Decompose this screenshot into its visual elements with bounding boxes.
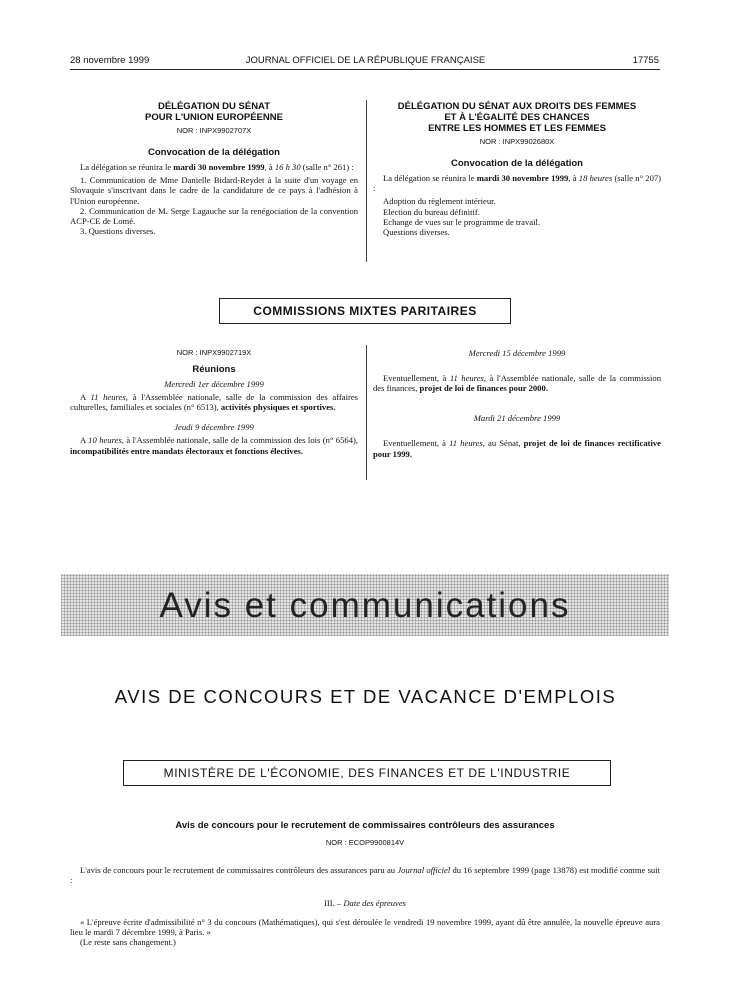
- delegation-ue-intro: La délégation se réunira le mardi 30 novembre 1999, à 16 h 30 (salle n° 261) :: [80, 162, 354, 172]
- avis-paragraph-2: « L'épreuve écrite d'admissibilité n° 3 du concours (Mathématiques), qui s'est déroulée le vendredi 19 novembre 1999, ayant dû être annulée, la nouvelle épreuve aura lieu le mardi 7 décembre 1999, à Paris. »: [70, 917, 660, 938]
- avis-body-1: [70, 865, 660, 885]
- avis-paragraph-1: L'avis de concours pour le recrutement de commissaires contrôleurs des assurances paru au Journal officiel du 16 septembre 1999 (page 13878) est modifié comme suit :: [70, 865, 661, 886]
- delegation-ue-body: [70, 162, 358, 236]
- delegation-femmes-item-1: Adoption du règlement intérieur.: [383, 196, 496, 207]
- column-divider-top: [366, 100, 367, 262]
- delegation-femmes-title-2: ET À L'ÉGALITÉ DES CHANCES: [444, 112, 590, 123]
- cmp-left-body-1: [70, 392, 358, 412]
- cmp-title-box: COMMISSIONS MIXTES PARITAIRES: [219, 298, 511, 324]
- delegation-femmes-title-3: ENTRE LES HOMMES ET LES FEMMES: [428, 123, 606, 134]
- avis-paragraph-3: (Le reste sans changement.): [80, 937, 176, 948]
- delegation-femmes-body: [373, 173, 661, 237]
- cmp-date-2: Jeudi 9 décembre 1999: [174, 422, 254, 433]
- delegation-ue-item-1: 1. Communication de Mme Danielle Bidard-Reydet à la suite d'un voyage en Slovaquie s'inscrivant dans le cadre de la candidature de ce pays à l'adhésion à l'Union européenne.: [70, 175, 358, 206]
- cmp-meeting-2: A 10 heures, à l'Assemblée nationale, salle de la commission des lois (n° 6564), incompatibilités entre mandats électoraux et fonctions électives.: [70, 435, 358, 456]
- cmp-date-1: Mercredi 1er décembre 1999: [164, 379, 264, 389]
- header-date: 28 novembre 1999: [70, 55, 150, 66]
- avis-body-2: [70, 917, 660, 948]
- journal-title: JOURNAL OFFICIEL DE LA RÉPUBLIQUE FRANÇAISE: [245, 55, 486, 66]
- delegation-femmes-item-3: Echange de vues sur le programme de travail.: [383, 216, 541, 227]
- delegation-ue-title-1: DÉLÉGATION DU SÉNAT: [157, 101, 271, 112]
- avis-nor: NOR : ECOP9900814V: [325, 838, 405, 847]
- delegation-ue-section: [70, 101, 358, 236]
- section-title: AVIS DE CONCOURS ET DE VACANCE D'EMPLOIS: [114, 686, 617, 707]
- ministry-box: MINISTÈRE DE L'ÉCONOMIE, DES FINANCES ET DE L'INDUSTRIE: [123, 760, 611, 786]
- avis-banner-text: Avis et communications: [159, 586, 571, 625]
- delegation-femmes-item-2: Election du bureau définitif.: [383, 206, 480, 217]
- cmp-meeting-1: A 11 heures, à l'Assemblée nationale, salle de la commission des affaires culturelles, familiales et sociales (n° 6513), activités physiques et sportives.: [70, 392, 359, 413]
- delegation-ue-subtitle: Convocation de la délégation: [148, 147, 280, 158]
- cmp-left-column: [70, 348, 358, 456]
- delegation-femmes-item-4: Questions diverses.: [383, 227, 450, 238]
- delegation-femmes-intro: La délégation se réunira le mardi 30 novembre 1999, à 18 heures (salle n° 207) :: [373, 173, 662, 194]
- delegation-ue-item-3: 3. Questions diverses.: [80, 226, 156, 237]
- cmp-meeting-3: Eventuellement, à 11 heures, à l'Assemblée nationale, salle de la commission des finances, projet de loi de finances pour 2000.: [373, 373, 662, 394]
- cmp-meeting-4: Eventuellement, à 11 heures, au Sénat, projet de loi de finances rectificative pour 1999.: [373, 438, 661, 459]
- cmp-date-4: Mardi 21 décembre 1999: [473, 413, 561, 424]
- cmp-subtitle: Réunions: [192, 364, 236, 375]
- delegation-femmes-nor: NOR : INPX9902680X: [479, 137, 555, 146]
- cmp-right-column: [373, 348, 661, 459]
- cmp-right-body-2: [373, 438, 661, 458]
- avis-banner: [61, 574, 669, 636]
- header-rule: [70, 69, 660, 70]
- avis-title: Avis de concours pour le recrutement de commissaires contrôleurs des assurances: [175, 820, 555, 831]
- page-number: 17755: [632, 55, 659, 66]
- delegation-femmes-title-1: DÉLÉGATION DU SÉNAT AUX DROITS DES FEMMES: [397, 101, 637, 112]
- delegation-ue-nor: NOR : INPX9902707X: [176, 126, 252, 135]
- cmp-left-body-2: [70, 435, 358, 455]
- delegation-ue-title-2: POUR L'UNION EUROPÉENNE: [145, 112, 283, 123]
- delegation-ue-item-2: 2. Communication de M. Serge Lagauche sur la renégociation de la convention ACP-CE de Lomé.: [70, 205, 358, 227]
- delegation-femmes-section: [373, 101, 661, 237]
- avis-section-heading: III. – Date des épreuves: [323, 898, 406, 908]
- delegation-femmes-subtitle: Convocation de la délégation: [451, 158, 583, 169]
- cmp-date-3: Mercredi 15 décembre 1999: [468, 348, 566, 358]
- column-divider-cmp: [366, 345, 367, 480]
- cmp-right-body-1: [373, 373, 661, 393]
- cmp-nor: NOR : INPX9902719X: [176, 348, 252, 357]
